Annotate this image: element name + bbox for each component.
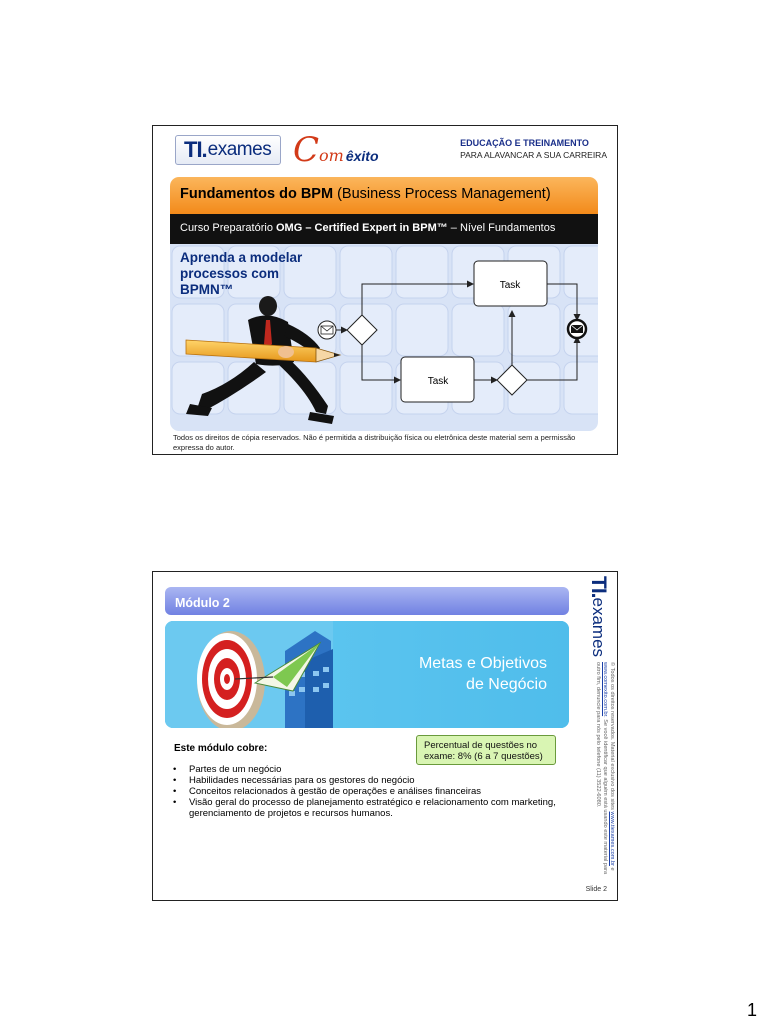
percent-line2: exame: 8% (6 a 7 questões): [424, 751, 543, 762]
exam-percent-box: [416, 735, 556, 765]
module-bar: [165, 587, 569, 615]
list-item: • Partes de um negócio: [173, 764, 573, 775]
tagline: [460, 138, 607, 160]
page-number: 1: [747, 1000, 758, 1020]
course-title-bold: Fundamentos do BPM: [180, 186, 334, 202]
module-banner: [165, 621, 569, 728]
subtitle-prefix: Curso Preparatório: [180, 222, 276, 234]
side-tiexames-logo: [581, 576, 615, 656]
module-title: [419, 653, 547, 695]
list-item: • Habilidades necessárias para os gestores do negócio: [173, 775, 573, 786]
logo-com-c: C: [293, 130, 320, 170]
side-logo-exames: exames: [589, 597, 608, 658]
module-label: Módulo 2: [175, 596, 230, 610]
learn-line2: processos com: [180, 266, 280, 281]
course-title-rest: (Business Process Management): [333, 186, 551, 202]
tagline-line2: PARA ALAVANCAR A SUA CARREIRA: [460, 150, 607, 160]
bpmn-diagram: [170, 244, 598, 431]
logo-ti-text: TI.: [184, 137, 207, 162]
learn-line3: BPMN™: [180, 282, 234, 297]
logo-exito: êxito: [345, 148, 379, 164]
side-text-1: © Todos os direitos reservados. Material exclusivo dos sites: [609, 662, 615, 810]
slide-1: [152, 125, 618, 455]
percent-line1: Percentual de questões no: [424, 740, 538, 751]
task-top-label: Task: [499, 280, 521, 291]
list-item: • Visão geral do processo de planejamento estratégico e relacionamento com marketing, gerenciamento de projetos e recursos humanos.: [173, 797, 573, 819]
subtitle-suffix: – Nível Fundamentos: [447, 222, 556, 234]
side-text-2: . Se você identificar que alguém está usando este material para outro fim, denuncie para nós pelo telefone (11) 3522-6080.: [595, 662, 608, 875]
topics-list: [173, 764, 573, 819]
side-link-tiexames[interactable]: www.tiexames.com.br: [609, 811, 615, 866]
subtitle-bold: OMG – Certified Expert in BPM™: [276, 222, 448, 234]
side-link-comexito[interactable]: www.comexito.com.br: [602, 662, 608, 717]
logo-com-om: om: [319, 146, 344, 165]
comexito-logo: [293, 132, 379, 168]
copyright-footer: Todos os direitos de cópia reservados. Não é permitida a distribuição física ou eletrônica deste material sem a permissão expressa do autor.: [173, 433, 576, 452]
side-logo-ti: TI.: [587, 576, 610, 598]
course-title-bar: [170, 177, 598, 214]
side-text-and: e: [609, 865, 615, 871]
side-copyright-text: [581, 662, 615, 882]
tiexames-logo: [175, 135, 281, 165]
logo-exames-text: exames: [207, 139, 272, 160]
module-title-line2: de Negócio: [466, 676, 547, 693]
task-bottom-label: Task: [427, 376, 449, 387]
slide-number: Slide 2: [585, 886, 607, 893]
list-item: • Conceitos relacionados à gestão de operações e análises financeiras: [173, 786, 573, 797]
learn-bpmn-text: [180, 250, 302, 298]
course-subtitle-bar: [170, 214, 598, 244]
module-title-line1: Metas e Objetivos: [418, 655, 547, 672]
tagline-line1: EDUCAÇÃO E TREINAMENTO: [460, 138, 589, 148]
learn-line1: Aprenda a modelar: [180, 250, 303, 265]
slide-2: [152, 571, 618, 901]
covers-heading: Este módulo cobre:: [174, 743, 268, 754]
